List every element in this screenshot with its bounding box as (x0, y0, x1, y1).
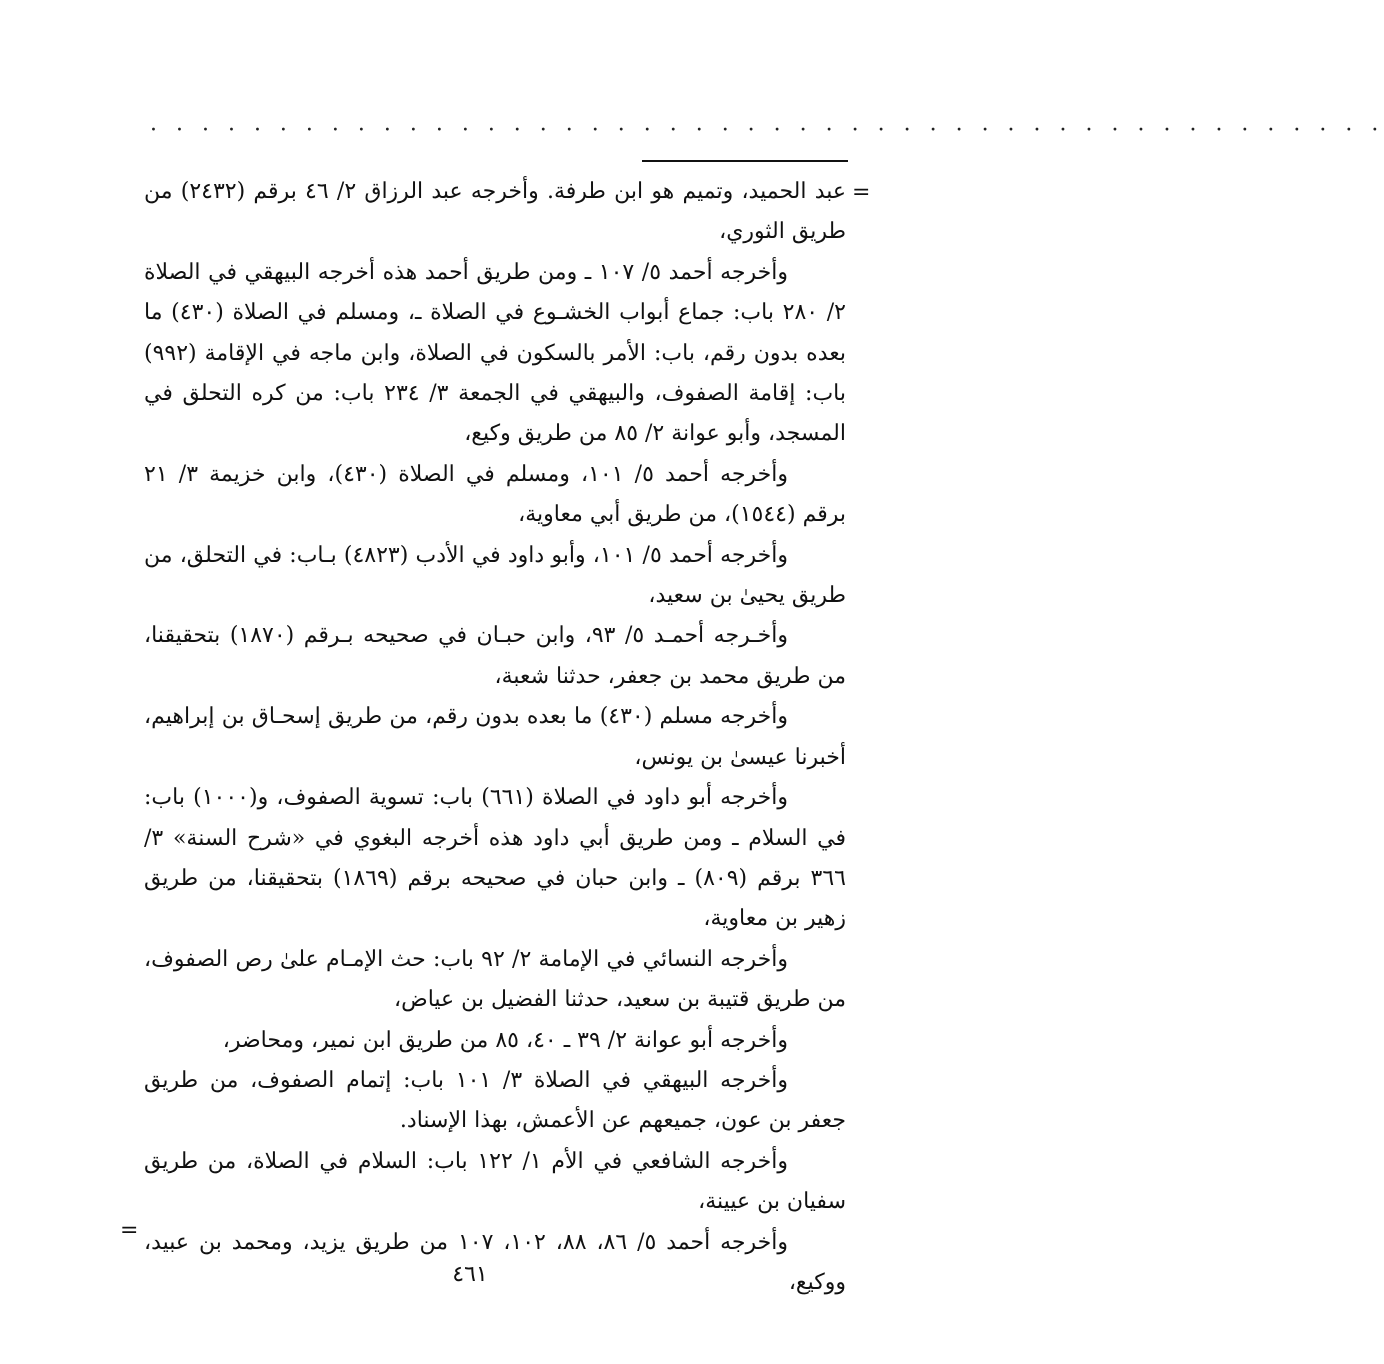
paragraph: وأخرجه أبو داود في الصلاة (٦٦١) باب: تسوية الصفوف، و(١٠٠٠) باب: في السلام ـ ومن طريق أبي داود هذه أخرجه البغوي في «شرح السنة» ٣/ ٣٦٦ برقم (٨٠٩) ـ وابن حبان في صحيحه برقم (١٨٦٩) بتحقيقنا، من طريق زهير بن معاوية، (144, 785, 846, 932)
footnote-text (144, 172, 846, 1303)
paragraph: وأخرجه أحمد ٥/ ١٠١، وأبو داود في الأدب (٤٨٢٣) بـاب: في التحلق، من طريق يحيىٰ بن سعيد، (144, 542, 846, 609)
paragraph: وأخرجه أبو عوانة ٢/ ٣٩ ـ ٤٠، ٨٥ من طريق ابن نمير، ومحاضر، (222, 1027, 788, 1053)
paragraph: وأخرجه أحمد ٥/ ١٠١، ومسلم في الصلاة (٤٣٠)، وابن خزيمة ٣/ ٢١ برقم (١٥٤٤)، من طريق أبي معاوية، (144, 461, 846, 528)
paragraph: وأخرجه أحمد ٥/ ٨٦، ٨٨، ١٠٢، ١٠٧ من طريق يزيد، ومحمد بن عبيد، ووكيع، (144, 1229, 846, 1295)
page-number: ٤٦١ (452, 1262, 488, 1287)
paragraph: وأخرجه البيهقي في الصلاة ٣/ ١٠١ باب: إتمام الصفوف، من طريق جعفر بن عون، جميعهم عن الأعمش، بهذا الإسناد. (144, 1067, 846, 1134)
paragraph: عبد الحميد، وتميم هو ابن طرفة. وأخرجه عبد الرزاق ٢/ ٤٦ برقم (٢٤٣٢) من طريق الثوري، (144, 179, 847, 245)
paragraph: وأخرجه أحمد ٥/ ١٠٧ ـ ومن طريق أحمد هذه أخرجه البيهقي في الصلاة ٢/ ٢٨٠ باب: جماع أبواب الخشـوع في الصلاة ـ، ومسلم في الصلاة (٤٣٠) ما بعده بدون رقم، باب: الأمر بالسكون في الصلاة، وابن ماجه في الإقامة (٩٩٢) باب: إقامة الصفوف، والبيهقي في الجمعة ٣/ ٢٣٤ باب: من كره التحلق في المسجد، وأبو عوانة ٢/ ٨٥ من طريق وكيع، (144, 259, 847, 447)
continuation-mark-bottom: = (120, 1218, 139, 1243)
paragraph: وأخرجه النسائي في الإمامة ٢/ ٩٢ باب: حث الإمـام علىٰ رص الصفوف، من طريق قتيبة بن سعيد، حدثنا الفضيل بن عياض، (144, 946, 846, 1013)
paragraph: وأخـرجه أحمـد ٥/ ٩٣، وابن حبـان في صحيحه بـرقم (١٨٧٠) بتحقيقنا، من طريق محمد بن جعفر، حدثنا شعبة، (144, 623, 846, 689)
footnote-rule (642, 160, 848, 162)
paragraph: وأخرجه الشافعي في الأم ١/ ١٢٢ باب: السلام في الصلاة، من طريق سفيان بن عيينة، (144, 1148, 846, 1215)
paragraph: وأخرجه مسلم (٤٣٠) ما بعده بدون رقم، من طريق إسحـاق بن إبراهيم، أخبرنا عيسىٰ بن يونس، (144, 704, 846, 770)
continuation-mark-top: = (852, 180, 871, 205)
header-dotted-line: · · · · · · · · · · · · · · · · · · · · · · · · · · · · · · · · · · · · · · · · · · · · · · · · (150, 118, 1384, 143)
